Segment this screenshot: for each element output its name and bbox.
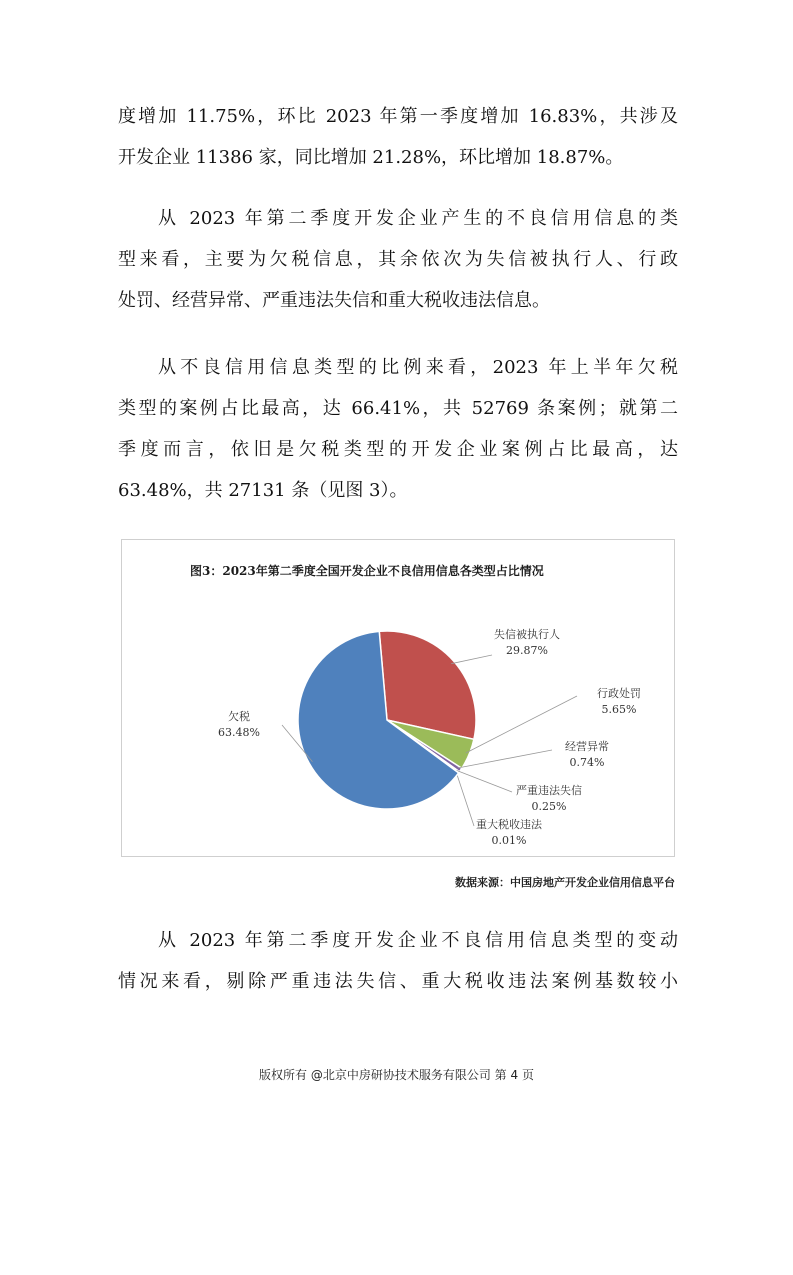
paragraph-line: 开发企业 11386 家，同比增加 21.28%，环比增加 18.87%。 (118, 147, 624, 168)
slice-value-label: 0.01% (491, 834, 527, 847)
slice-value-label: 0.25% (531, 800, 567, 813)
slice-name-label: 经营异常 (565, 740, 609, 753)
paragraph-line: 情况来看，剔除严重违法失信、重大税收违法案例基数较小 (118, 971, 678, 992)
paragraph-line: 季度而言，依旧是欠税类型的开发企业案例占比最高，达 (118, 439, 678, 460)
slice-value-label: 29.87% (506, 644, 548, 657)
slice-name-label: 重大税收违法 (476, 818, 542, 831)
slice-name-label: 失信被执行人 (494, 628, 560, 641)
paragraph-line: 从 2023 年第二季度开发企业产生的不良信用信息的类 (158, 208, 678, 229)
slice-name-label: 行政处罚 (597, 687, 641, 700)
paragraph-1 (118, 96, 678, 178)
watermark-text: 信用房地产 (463, 1260, 524, 1274)
leader-line (458, 750, 552, 768)
watermark-logo-icon (448, 1260, 461, 1273)
paragraph-line: 度增加 11.75%，环比 2023 年第一季度增加 16.83%，共涉及 (118, 106, 678, 127)
leader-line (456, 770, 512, 792)
paragraph-line: 型来看，主要为欠税信息，其余依次为失信被执行人、行政 (118, 249, 678, 270)
leader-line (466, 696, 577, 753)
paragraph-line: 类型的案例占比最高，达 66.41%，共 52769 条案例；就第二 (118, 398, 678, 419)
paragraph-line: 从不良信用信息类型的比例来看，2023 年上半年欠税 (158, 357, 678, 378)
leader-line (451, 655, 492, 664)
paragraph-line: 处罚、经营异常、严重违法失信和重大税收违法信息。 (118, 290, 550, 311)
paragraph-line: 从 2023 年第二季度开发企业不良信用信息类型的变动 (158, 930, 678, 951)
slice-name-label: 欠税 (228, 710, 250, 723)
slice-value-label: 63.48% (218, 726, 260, 739)
paragraph-4 (118, 920, 678, 1002)
data-source-note: 数据来源：中国房地产开发企业信用信息平台 (455, 876, 675, 889)
slice-value-label: 5.65% (601, 703, 637, 716)
slice-name-label: 严重违法失信 (516, 784, 582, 797)
slice-value-label: 0.74% (569, 756, 605, 769)
page-footer: 版权所有 @北京中房研协技术服务有限公司 第 4 页 (259, 1068, 534, 1082)
paragraph-2 (118, 198, 678, 321)
paragraph-line: 63.48%，共 27131 条（见图 3）。 (118, 480, 408, 501)
leader-line (456, 771, 474, 826)
paragraph-3 (118, 347, 678, 511)
watermark-logo (448, 1258, 523, 1275)
pie-chart (122, 540, 674, 856)
chart-title: 图3：2023年第二季度全国开发企业不良信用信息各类型占比情况 (190, 564, 544, 578)
